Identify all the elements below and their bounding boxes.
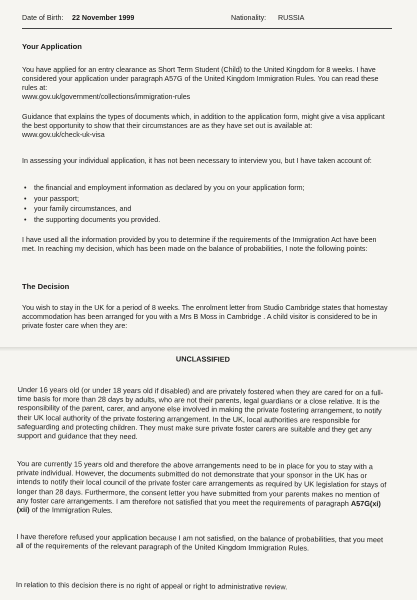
decision-paragraph-1: You wish to stay in the UK for a period of 8 weeks. The enrolment letter from Studio Cambridge states that homestay accommodation has been arranged for you with a Mrs B Moss in Cambridge . A child visitor is considered to be in private foster care when they are: <box>22 304 388 330</box>
page2-paragraph-3: I have therefore refused your application because I am not satisfied, on the balance of probabilities, that you meet all of the requirements of the relevant paragraph of the United Kingdom Immigration Rules. <box>16 531 384 553</box>
application-heading: Your Application <box>22 42 82 51</box>
list-item: • your passport; <box>22 195 382 206</box>
check-visa-url: www.gov.uk/check-uk-visa <box>22 130 105 139</box>
list-item: • your family circumstances, and <box>22 205 382 216</box>
page2-paragraph-2-text: You are currently 15 years old and therefore the above arrangements need to be in place for you to stay with a private individual. However, the documents submitted do not demonstrate that your sponsor in the UK has or intends to notify their local council of the private foster care arrangements as required by UK legislation for stays of longer than 28 days. Furthermore, the consent letter you have submitted from your parents makes no mention of any foster care arrangements. I am therefore not satisfied that you meet the requirements of paragraph <box>16 458 387 508</box>
page2-paragraph-4: In relation to this decision there is no right of appeal or right to administrative review. <box>15 579 288 592</box>
header-divider <box>22 28 392 29</box>
letter-page-2 <box>16 348 396 600</box>
application-paragraph-4: I have used all the information provided by you to determine if the requirements of the Immigration Act have been met. In reaching my decision, which has been made on the balance of probabilities, I note the following points: <box>22 236 377 253</box>
nationality-value: RUSSIA <box>278 14 305 22</box>
dob-label: Date of Birth: <box>22 14 64 22</box>
application-paragraph-1 <box>22 66 392 102</box>
application-paragraph-3: In assessing your individual application, it has not been necessary to interview you, but I have taken account of: <box>22 157 372 165</box>
page2-paragraph-1: Under 16 years old (or under 18 years old if disabled) and are privately fostered when they are cared for on a full-time basis for more than 28 days by adults, who are not their parents, legal guardians or a close relative. It is the responsibility of the parent, carer, and anyone else involved in making the private fostering arrangement, to notify their UK local authority of the private fostering arrangement. In the UK, local authorities are responsible for safeguarding and protecting children. They must make sure private foster carers are suitable and they get any support and guidance that they need. <box>17 384 384 442</box>
application-paragraph-2 <box>22 113 392 140</box>
list-item: • the financial and employment information as declared by you on your application form; <box>22 184 382 195</box>
nationality-label: Nationality: <box>231 14 267 22</box>
letter-page-1 <box>22 0 392 354</box>
immigration-rules-url: www.gov.uk/government/collections/immigration-rules <box>22 92 191 101</box>
dob-value: 22 November 1999 <box>72 14 135 22</box>
paragraph-reference: A57G(xi)(xii) <box>16 498 381 515</box>
page2-paragraph-2 <box>17 459 387 517</box>
application-paragraph-1-text: You have applied for an entry clearance as Short Term Student (Child) to the United Kingdom for 8 weeks. I have considered your application under paragraph A57G of the United Kingdom Immigration Rules. You can read these rules at: <box>22 66 379 92</box>
decision-heading: The Decision <box>22 282 70 291</box>
application-paragraph-2-text: Guidance that explains the types of documents which, in addition to the application form, might give a visa applicant the best opportunity to show that their circumstances are as they have set out is available at: <box>22 113 385 130</box>
classification-marking: UNCLASSIFIED <box>175 354 230 364</box>
list-item: • the supporting documents you provided. <box>22 216 382 227</box>
considered-items-list <box>22 184 382 226</box>
page2-paragraph-2-end: of the Immigration Rules. <box>29 505 113 515</box>
